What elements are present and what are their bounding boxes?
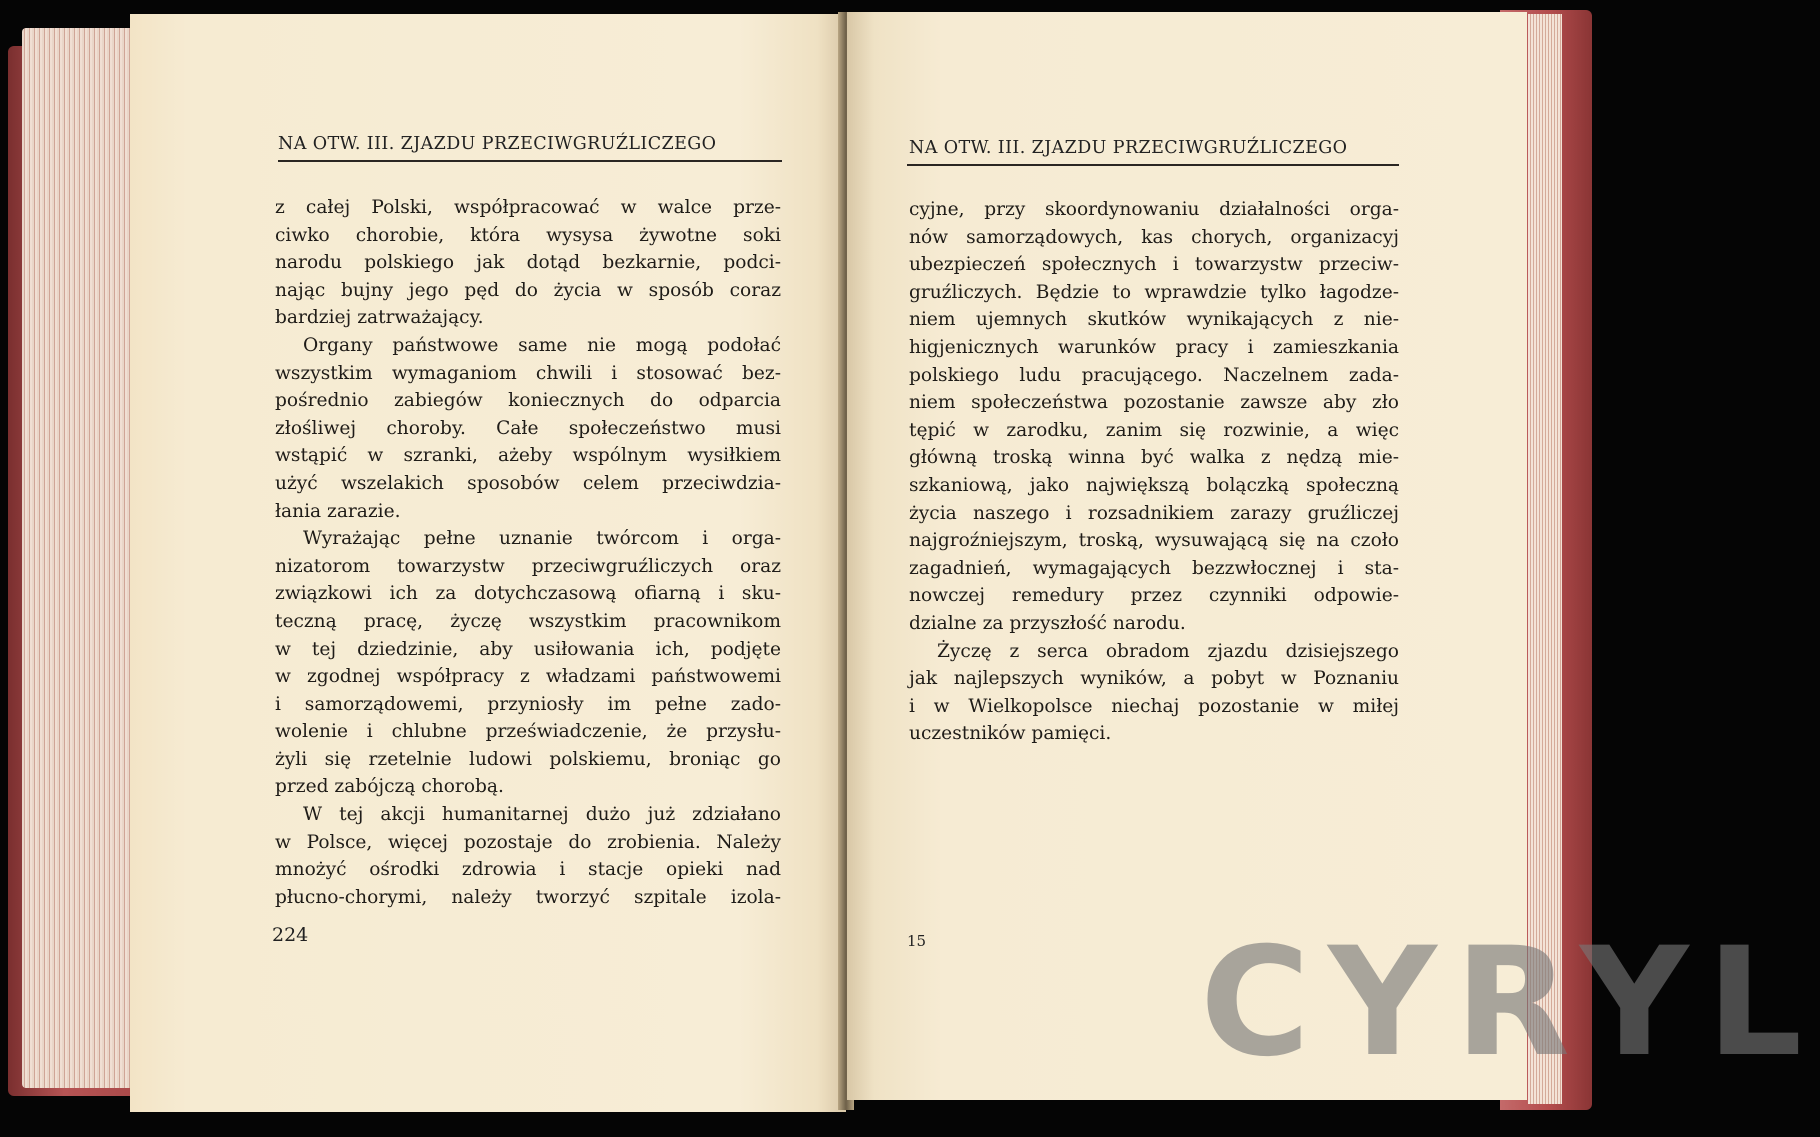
text-line: życia naszego i rozsadnikiem zarazy gruźliczej — [909, 502, 1399, 524]
text-line: zagadnień, wymagających bezzwłocznej i sta- — [909, 557, 1399, 579]
text-line: teczną pracę, życzę wszystkim pracownikom — [275, 610, 781, 632]
left-body-text — [275, 194, 781, 911]
text-line: w Polsce, więcej pozostaje do zrobienia. Należy — [275, 831, 781, 853]
text-line: bardziej zatrważający. — [275, 307, 484, 329]
text-line: W tej akcji humanitarnej dużo już zdziałano — [303, 804, 781, 826]
text-line: użyć wszelakich sposobów celem przeciwdzia- — [275, 472, 781, 494]
text-line: uczestników pamięci. — [909, 723, 1112, 745]
text-line: pośrednio zabiegów koniecznych do odparcia — [275, 390, 781, 412]
text-line: dzialne za przyszłość narodu. — [909, 612, 1186, 634]
right-header-rule — [907, 164, 1399, 166]
text-line: Wyrażając pełne uznanie twórcom i orga- — [303, 528, 781, 550]
text-line: polskiego ludu pracującego. Naczelnem zada- — [909, 364, 1399, 386]
text-line: w tej dziedzinie, aby usiłowania ich, podjęte — [275, 638, 781, 660]
text-line: główną troską winna być walka z nędzą mie- — [909, 447, 1399, 469]
text-line: złośliwej choroby. Całe społeczeństwo musi — [275, 417, 781, 439]
text-line: wszystkim wymaganiom chwili i stosować bez- — [275, 362, 781, 384]
text-line: wolenie i chlubne przeświadczenie, że przysłu- — [275, 721, 781, 743]
text-line: niem ujemnych skutków wynikających z nie- — [909, 309, 1399, 331]
text-line: ubezpieczeń społecznych i towarzystw przeciw- — [909, 254, 1399, 276]
text-line: gruźliczych. Będzie to wprawdzie tylko łagodze- — [909, 281, 1399, 303]
text-line: Organy państwowe same nie mogą podołać — [303, 334, 781, 356]
text-line: w zgodnej współpracy z władzami państwowemi — [275, 666, 781, 688]
text-line: najgroźniejszym, troską, wysuwającą się na czoło — [909, 530, 1399, 552]
text-line: cyjne, przy skoordynowaniu działalności orga- — [909, 199, 1399, 220]
text-line: i w Wielkopolsce niechaj pozostanie w miłej — [909, 695, 1399, 717]
text-line: nając bujny jego pęd do życia w sposób coraz — [275, 279, 781, 301]
text-line: narodu polskiego jak dotąd bezkarnie, podci- — [275, 252, 781, 274]
text-line: higjenicznych warunków pracy i zamieszkania — [909, 336, 1399, 358]
text-line: żyli się rzetelnie ludowi polskiemu, broniąc go — [275, 748, 781, 770]
text-line: nizatorom towarzystw przeciwgruźliczych oraz — [275, 555, 781, 577]
text-line: płucno-chorymi, należy tworzyć szpitale izola- — [275, 886, 781, 908]
text-line: niem społeczeństwa pozostanie zawsze aby zło — [909, 392, 1399, 414]
left-header-rule — [278, 160, 782, 162]
left-page — [130, 14, 846, 1112]
text-line: łania zarazie. — [275, 500, 401, 522]
right-running-head: NA OTW. III. ZJAZDU PRZECIWGRUŹLICZEGO — [909, 138, 1348, 158]
text-line: związkowi ich za dotychczasową ofiarną i sku- — [275, 583, 781, 605]
text-line: nów samorządowych, kas chorych, organizacyj — [909, 226, 1399, 248]
cyryl-watermark: CYRYL — [1200, 916, 1820, 1090]
text-line: mnożyć ośrodki zdrowia i stacje opieki nad — [275, 859, 781, 881]
text-line: szkaniową, jako największą bolączką społeczną — [909, 474, 1399, 496]
text-line: tępić w zarodku, zanim się rozwinie, a więc — [909, 419, 1399, 441]
text-line: wstąpić w szranki, ażeby wspólnym wysiłkiem — [275, 445, 781, 467]
right-body-text — [909, 196, 1399, 748]
text-line: ciwko chorobie, która wysysa żywotne soki — [275, 224, 781, 246]
left-page-stack — [22, 28, 140, 1088]
text-line: Życzę z serca obradom zjazdu dzisiejszego — [937, 640, 1399, 662]
text-line: przed zabójczą chorobą. — [275, 776, 504, 798]
left-running-head: NA OTW. III. ZJAZDU PRZECIWGRUŹLICZEGO — [278, 134, 717, 154]
left-page-number: 224 — [272, 924, 309, 946]
text-line: z całej Polski, współpracować w walce prze- — [275, 197, 781, 218]
text-line: i samorządowemi, przyniosły im pełne zado- — [275, 693, 781, 715]
text-line: nowczej remedury przez czynniki odpowie- — [909, 585, 1399, 607]
right-page-number: 15 — [907, 932, 927, 950]
text-line: jak najlepszych wyników, a pobyt w Poznaniu — [909, 668, 1399, 690]
